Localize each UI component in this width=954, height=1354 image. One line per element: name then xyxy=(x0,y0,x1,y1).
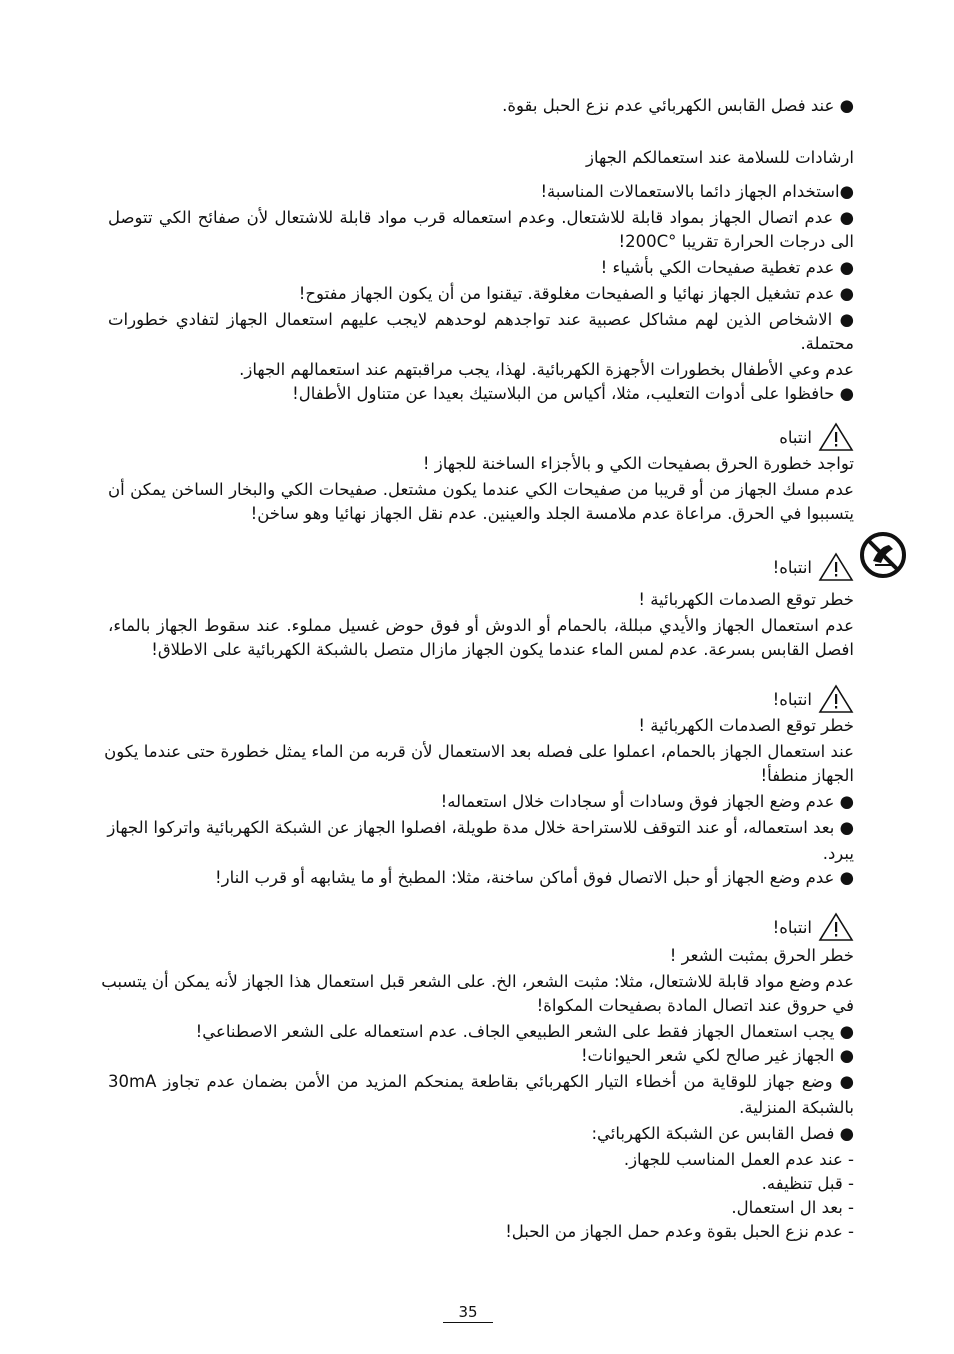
text-line: ● الاشخاص الذين لهم مشاكل عصبية عند تواجدهم لوحدهم لايجب عليهم استعمال الجهاز لتفادي خطورات xyxy=(108,310,854,329)
text-line: - عدم نزع الحبل بقوة وعدم حمل الجهاز من الحبل! xyxy=(505,1222,854,1241)
warning-label: انتباه! xyxy=(772,689,812,709)
warning-label: انتباه! xyxy=(772,557,812,577)
text-line: يتسببوا في الحرق. مراعاة عدم ملامسة الجلد والعينين. عدم نقل الجهاز نهائيا وهو ساخن! xyxy=(250,504,854,523)
page-number: 35 xyxy=(443,1303,493,1323)
text-line: الى درجات الحرارة تقريبا °200C! xyxy=(618,232,854,251)
text-line: ● عدم وضع الجهاز أو حبل الاتصال فوق أماكن ساخنة، مثلا: المطبخ أو ما يشابهه أو قرب النار! xyxy=(215,868,854,887)
text-line: محتملة. xyxy=(800,334,854,353)
text-line: ● حافظوا على أدوات التعليب، مثلا، أكياس من البلاستيك بعيدا عن متناول الأطفال! xyxy=(292,384,854,403)
warning-triangle-icon xyxy=(818,552,854,582)
text-line: الجهاز منطفأ! xyxy=(760,766,854,785)
warning-header xyxy=(773,910,854,944)
warning-title: خطر توقع الصدمات الكهربائية ! xyxy=(638,590,854,609)
warning-title: تواجد خطورة الحرق بصفيحات الكي و بالأجزاء الساخنة للجهاز ! xyxy=(422,454,854,473)
text-line: ● عدم تشغيل الجهاز نهائيا و الصفيحات مغلوقة. تيقنوا من أن يكون الجهاز مفتوح! xyxy=(298,284,854,303)
text-line: ● يجب استعمال الجهاز فقط على الشعر الطبيعي الجاف. عدم استعماله على الشعر الاصطناعي! xyxy=(195,1022,854,1041)
text-line: - قبل تنظيفه. xyxy=(761,1174,854,1193)
warning-header xyxy=(773,550,854,584)
text-line: ● عند فصل القابس الكهربائي عدم نزع الحبل بقوة. xyxy=(502,96,854,115)
no-ironing-wet-hair-icon xyxy=(859,531,907,579)
text-line: ● عدم تغطية صفيحات الكي بأشياء ! xyxy=(600,258,854,277)
text-line: - بعد ال استعمال. xyxy=(731,1198,854,1217)
text-line: عدم وعي الأطفال بخطورات الأجهزة الكهربائية. لهذا، يجب مراقبتهم عند استعمالهم الجهاز. xyxy=(239,360,854,379)
warning-title: خطر الحرق بمثبت الشعر ! xyxy=(669,946,854,965)
text-line: ● فصل القابس عن الشبكة الكهربائي: xyxy=(591,1124,854,1143)
text-line: عند استعمال الجهاز بالحمام، اعملوا على فصله بعد الاستعمال لأن قربه من الماء يمثل خطورة حتى عندما يكون xyxy=(104,742,854,761)
text-line: بالشبكة المنزلية. xyxy=(739,1098,854,1117)
text-line: افصل القابس بسرعة. عدم لمس الماء عندما يكون الجهاز مازال متصل بالشبكة الكهربائية على الاطلاق! xyxy=(151,640,854,659)
text-line: ● عدم وضع الجهاز فوق وسادات أو سجادات خلال استعماله! xyxy=(440,792,854,811)
warning-triangle-icon xyxy=(818,684,854,714)
text-line: يبرد. xyxy=(822,844,854,863)
warning-label: انتباه! xyxy=(772,917,812,937)
section-heading: ارشادات للسلامة عند استعمالكم الجهاز xyxy=(586,148,854,167)
text-line: ●استخدام الجهاز دائما بالاستعمالات المناسبة! xyxy=(540,182,854,201)
text-line: عدم مسك الجهاز من أو قريبا من صفيحات الكي عندما يكون مشتعل. صفيحات الكي والبخار الساخن يمكن أن xyxy=(108,480,854,499)
warning-title: خطر توقع الصدمات الكهربائية ! xyxy=(638,716,854,735)
text-line: ● عدم اتصال الجهاز بمواد قابلة للاشتعال. وعدم استعماله قرب مواد قابلة للاشتعال لأن صفائح الكي تتوصل xyxy=(108,208,854,227)
text-line: عدم وضع مواد قابلة للاشتعال، مثلا: مثبت الشعر، الخ. على الشعر قبل استعمال هذا الجهاز لأنه يمكن أن يتسبب xyxy=(101,972,854,991)
text-line: - عند عدم العمل المناسب للجهاز. xyxy=(623,1150,854,1169)
warning-triangle-icon xyxy=(818,422,854,452)
text-line: ● الجهاز غير صالح لكي شعر الحيوانات! xyxy=(580,1046,854,1065)
warning-label: انتباه xyxy=(779,427,812,447)
warning-header xyxy=(773,682,854,716)
warning-triangle-icon xyxy=(818,912,854,942)
text-line: عدم استعمال الجهاز والأيدي مبللة، بالحمام أو الدوش أو فوق حوض غسيل مملوء. عند سقوط الجهاز بالماء، xyxy=(108,616,854,635)
text-line: ● وضع جهاز للوقاية من أخطاء التيار الكهربائي بقاطعة يمنحكم المزيد من الأمن بضمان عدم تجاوز 30mA xyxy=(108,1072,854,1091)
text-line: في حروق عند اتصال المادة بصفيحات المكواة! xyxy=(536,996,854,1015)
text-line: ● بعد استعماله، أو عند التوقف للاستراحة خلال مدة طويلة، افصلوا الجهاز عن الشبكة الكهربائية واتركوا الجهاز xyxy=(107,818,854,837)
warning-header xyxy=(779,420,854,454)
